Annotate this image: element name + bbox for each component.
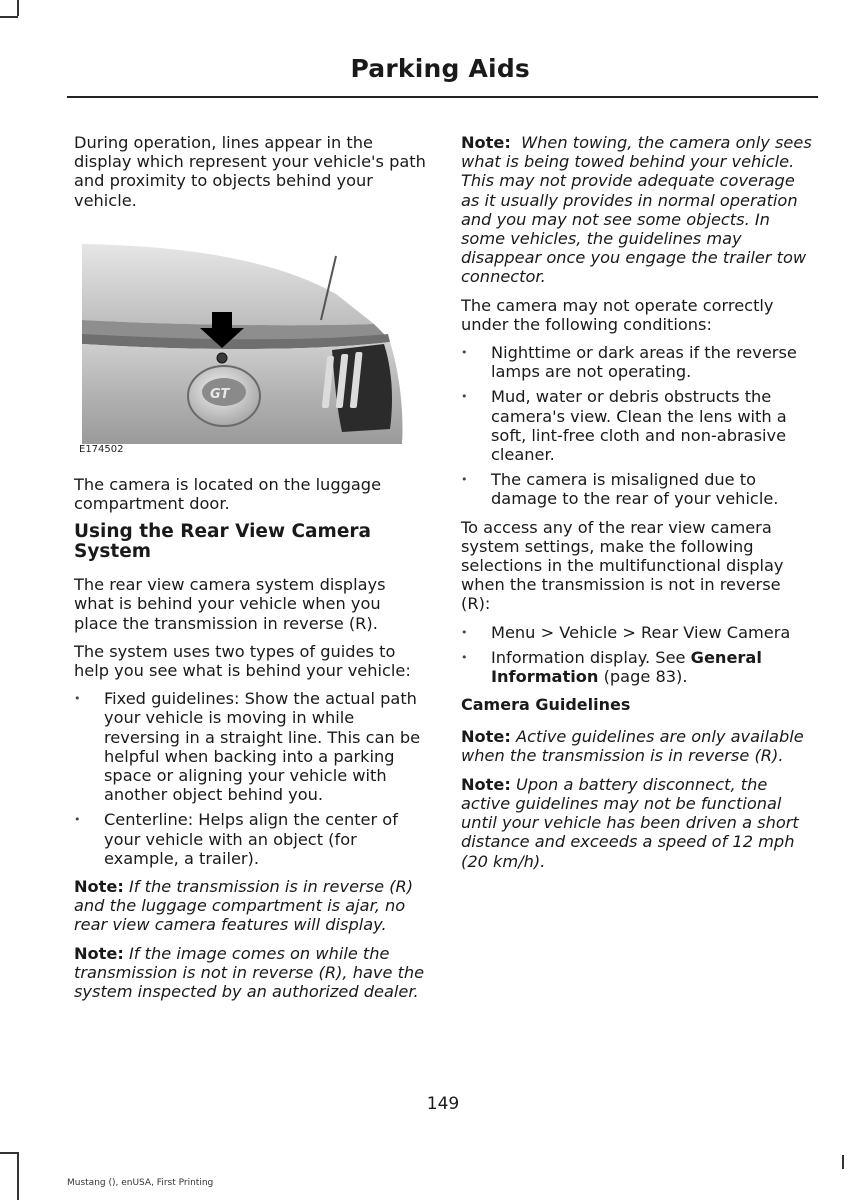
header-divider	[67, 96, 818, 98]
general-information-link[interactable]: General Information	[491, 647, 762, 687]
settings-list	[461, 623, 815, 687]
info-suffix: (page 83).	[598, 667, 688, 687]
note-dealer	[74, 944, 428, 1002]
note-text: If the transmission is in reverse (R) and the luggage compartment is ajar, no rear view camera features will display.	[74, 877, 414, 935]
crop-mark-top-left	[17, 0, 19, 16]
camera-location-text: The camera is located on the luggage compartment door.	[74, 474, 382, 514]
note-text: Active guidelines are only available when the transmission is in reverse (R).	[461, 727, 804, 766]
crop-mark-bottom-right	[842, 1155, 844, 1169]
guides-paragraph: The system uses two types of guides to help you see what is behind your vehicle:	[74, 641, 411, 681]
note-battery	[461, 775, 815, 871]
list-item: • Mud, water or debris obstructs the camera's view. Clean the lens with a soft, lint-free cloth and non-abrasive cleaner.	[461, 387, 815, 464]
list-item	[461, 648, 815, 686]
display-paragraph: The rear view camera system displays what is behind your vehicle when you place the transmission in reverse (R).	[74, 575, 386, 633]
list-item: • Centerline: Helps align the center of your vehicle with an object (for example, a trailer).	[74, 810, 428, 868]
list-item: • Nighttime or dark areas if the reverse lamps are not operating.	[461, 343, 815, 381]
section-heading: Using the Rear View Camera System	[74, 521, 371, 563]
note-towing	[461, 133, 815, 287]
access-paragraph: To access any of the rear view camera system settings, make the following selections in the multifunctional display when the transmission is not in reverse (R):	[461, 517, 784, 614]
conditions-list	[461, 343, 815, 509]
list-item: • The camera is misaligned due to damage to the rear of your vehicle.	[461, 470, 815, 508]
crop-mark-top-left-h	[0, 16, 18, 18]
note-text: When towing, the camera only sees what is being towed behind your vehicle. This may not provide adequate coverage as it usually provides in normal operation and you may not see some objects. In some vehicles, the guidelines may disappear once you engage the trailer tow connector.	[461, 133, 812, 287]
conditions-paragraph: The camera may not operate correctly under the following conditions:	[461, 295, 774, 334]
camera-location-figure	[74, 234, 404, 456]
crop-mark-bottom-left-h	[0, 1152, 18, 1154]
note-text: If the image comes on while the transmission is not in reverse (R), have the system inspected by an authorized dealer.	[74, 943, 425, 1002]
note-text: Upon a battery disconnect, the active guidelines may not be functional until your vehicle has been driven a short distance and exceeds a speed of 12 mph (20 km/h).	[461, 774, 799, 871]
note-label: Note:	[74, 877, 124, 897]
intro-paragraph: During operation, lines appear in the display which represent your vehicle's path and proximity to objects behind your vehicle.	[74, 133, 426, 210]
camera-guidelines-heading: Camera Guidelines	[461, 695, 631, 715]
edition-footer: Mustang (), enUSA, First Printing	[67, 1178, 214, 1188]
left-column	[74, 133, 428, 1010]
note-active-guidelines	[461, 727, 815, 765]
note-label: Note:	[461, 133, 511, 152]
info-prefix: Information display. See	[491, 647, 691, 667]
right-column	[461, 133, 815, 880]
note-reverse-ajar	[74, 877, 428, 935]
list-item: • Fixed guidelines: Show the actual path your vehicle is moving in while reversing in a straight line. This can be helpful when backing into a parking space or aligning your vehicle with another object behind you.	[74, 689, 428, 804]
note-label: Note:	[461, 727, 511, 747]
page-number: 149	[426, 1094, 460, 1114]
list-item: • Menu > Vehicle > Rear View Camera	[461, 623, 815, 642]
crop-mark-bottom-left	[17, 1152, 19, 1200]
figure-code: E174502	[79, 443, 124, 455]
svg-text:GT: GT	[210, 386, 230, 402]
page-title: Parking Aids	[350, 54, 530, 83]
note-label: Note:	[74, 943, 124, 963]
note-label: Note:	[461, 774, 511, 794]
guides-list	[74, 689, 428, 868]
rear-of-vehicle-illustration	[74, 234, 404, 456]
